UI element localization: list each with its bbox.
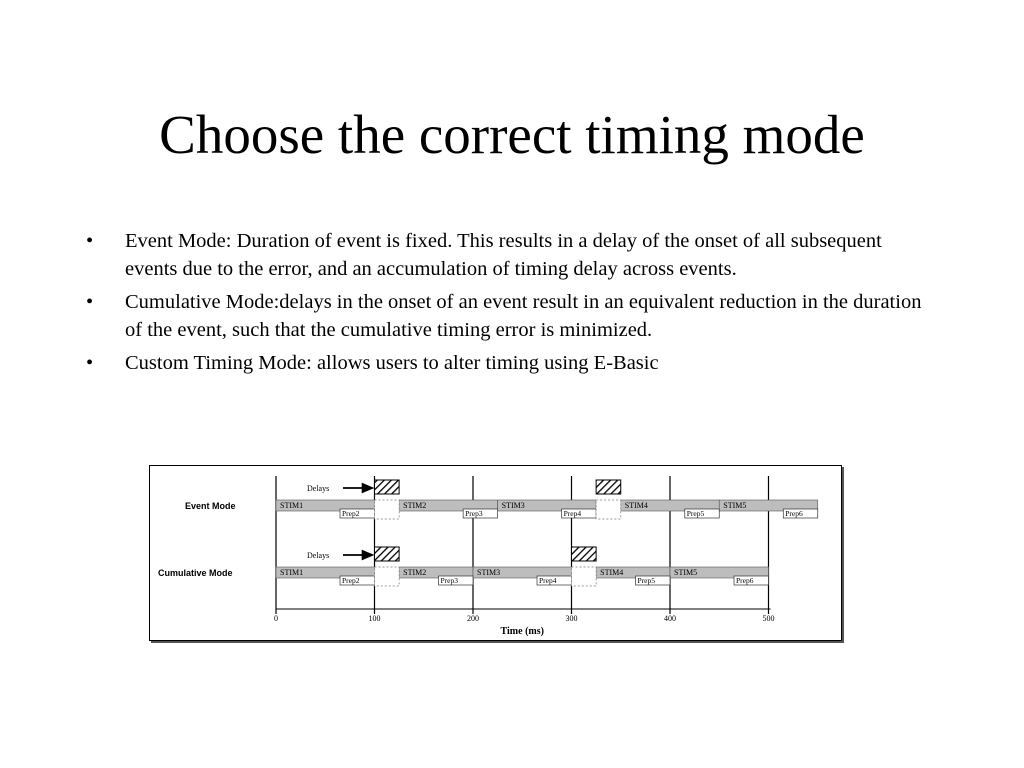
delay-hatch	[375, 480, 400, 494]
stim-label: STIM4	[624, 501, 648, 510]
delay-gap	[375, 567, 400, 586]
bullet-glyph: •	[86, 352, 94, 374]
x-tick-label: 0	[274, 614, 278, 623]
mode-label: Event Mode	[185, 501, 236, 511]
delay-gap	[375, 500, 400, 519]
delay-hatch	[596, 480, 621, 494]
delay-hatch	[572, 547, 597, 561]
bullet-glyph: •	[86, 230, 94, 252]
slide-title: Choose the correct timing mode	[159, 104, 865, 165]
stim-label: STIM2	[403, 501, 427, 510]
x-tick-label: 100	[368, 614, 381, 623]
x-tick-label: 500	[762, 614, 775, 623]
prep-label: Prep2	[342, 509, 360, 518]
x-tick-label: 300	[565, 614, 578, 623]
prep-label: Prep5	[637, 576, 656, 585]
delays-label: Delays	[307, 484, 330, 493]
delay-gap	[596, 500, 621, 519]
prep-label: Prep4	[563, 509, 582, 518]
timing-diagram	[149, 465, 842, 641]
timing-diagram-svg	[150, 466, 840, 639]
prep-label: Prep4	[539, 576, 557, 585]
stim-label: STIM5	[674, 568, 698, 577]
stim-label: STIM5	[723, 501, 747, 510]
x-tick-label: 400	[664, 614, 676, 623]
bullet-item	[86, 289, 936, 344]
prep-label: Prep2	[342, 576, 360, 585]
stim-label: STIM3	[477, 568, 501, 577]
bullet-item	[86, 228, 936, 283]
bullet-text-event-mode: Event Mode: Duration of event is fixed. This results in a delay of the onset of all subsequent events due to the error, and an accumulation of timing delay across events.	[125, 230, 882, 280]
mode-label: Cumulative Mode	[158, 568, 233, 578]
stim-label: STIM4	[600, 568, 624, 577]
delays-label: Delays	[307, 551, 330, 560]
prep-label: Prep3	[465, 509, 483, 518]
bullet-item	[86, 350, 936, 378]
bullet-glyph: •	[86, 291, 94, 313]
stim-label: STIM3	[501, 501, 525, 510]
prep-label: Prep6	[785, 509, 803, 518]
prep-label: Prep6	[736, 576, 754, 585]
x-tick-label: 200	[467, 614, 479, 623]
delay-gap	[572, 567, 597, 586]
bullet-text-cumulative-mode: Cumulative Mode:delays in the onset of an event result in an equivalent reduction in the duration of the event, such that the cumulative timing error is minimized.	[125, 291, 922, 341]
x-axis-title: Time (ms)	[500, 626, 544, 637]
stim-label: STIM2	[403, 568, 427, 577]
bullet-list	[86, 228, 936, 384]
stim-label: STIM1	[280, 568, 304, 577]
bullet-text-custom-mode: Custom Timing Mode: allows users to alter timing using E-Basic	[125, 352, 659, 374]
prep-label: Prep5	[686, 509, 705, 518]
prep-label: Prep3	[440, 576, 459, 585]
stim-label: STIM1	[280, 501, 304, 510]
delay-hatch	[375, 547, 400, 561]
